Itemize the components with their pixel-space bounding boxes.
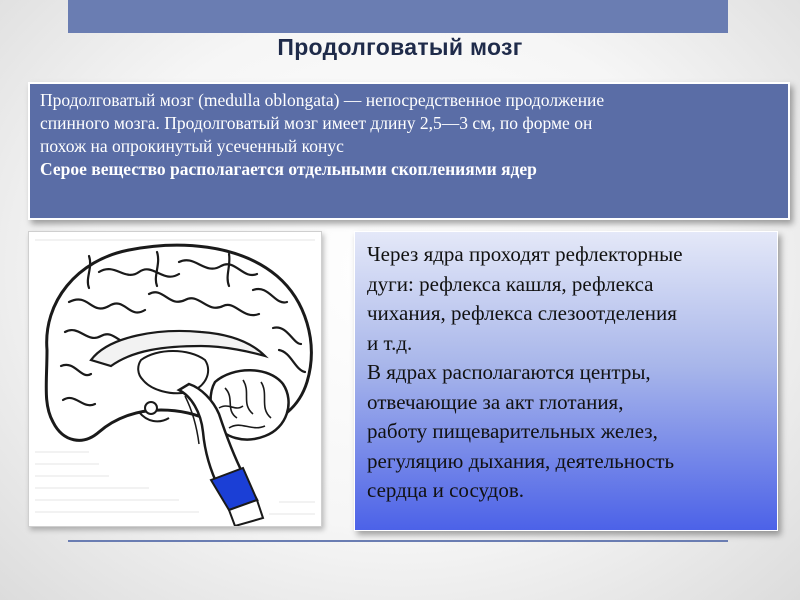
slide-title: Продолговатый мозг [277, 34, 523, 60]
info-line-9: сердца и сосудов. [367, 478, 525, 502]
info-line-1: Через ядра проходят рефлекторные [367, 242, 683, 266]
info-line-2: дуги: рефлекса кашля, рефлекса [367, 271, 654, 296]
info-line-5: В ядрах располагаются центры, [367, 360, 651, 384]
intro-bold-line: Серое вещество располагается отдельными скоплениями ядер [40, 159, 537, 179]
intro-line-2: спинного мозга. Продолговатый мозг имеет длину 2,5—3 см, по форме он [40, 113, 593, 133]
info-line-6: отвечающие за акт глотания, [367, 389, 624, 414]
intro-text-box [28, 82, 790, 220]
top-accent-bar [68, 0, 728, 33]
intro-line-3: похож на опрокинутый усеченный конус [40, 136, 344, 156]
info-line-3: чихания, рефлекса слезоотделения [367, 301, 677, 325]
brain-illustration [28, 231, 322, 527]
info-line-8: регуляцию дыхания, деятельность [367, 448, 675, 473]
info-line-7: работу пищеварительных желез, [367, 419, 658, 443]
info-line-4: и т.д. [367, 330, 413, 355]
brain-section-icon [29, 232, 321, 526]
info-text-box [354, 231, 778, 531]
bottom-divider [68, 540, 728, 542]
intro-line-1: Продолговатый мозг (medulla oblongata) — непосредственное продолжение [40, 90, 605, 110]
